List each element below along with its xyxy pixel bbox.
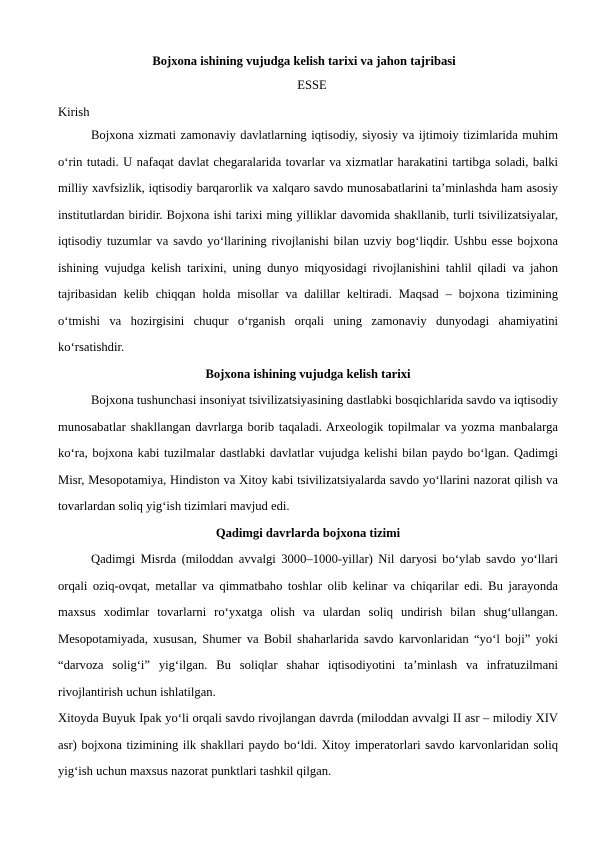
section2-paragraph-2: Xitoyda Buyuk Ipak yo‘li orqali savdo rivojlangan davrda (miloddan avvalgi II asr – milodiy XIV asr) bojxona tizimining ilk shakllari paydo bo‘ldi. Xitoy imperatorlari savdo karvonlaridan soliq yig‘ish uchun maxsus nazorat punktlari tashkil qilgan. (58, 711, 558, 778)
intro-paragraph: Bojxona xizmati zamonaviy davlatlarning iqtisodiy, siyosiy va ijtimoiy tizimlarida muhim o‘rin tutadi. U nafaqat davlat chegaralarida tovarlar va xizmatlar harakatini tartibga soladi, balki milliy xavfsizlik, iqtisodiy barqarorlik va xalqaro savdo munosabatlarini ta’minlashda ham asosiy institutlardan biridir. Bojxona ishi tarixi ming yilliklar davomida shakllanib, turli tsivilizatsiyalar, iqtisodiy tuzumlar va savdo yo‘llarining rivojlanishi bilan uzviy bog‘liqdir. Ushbu esse bojxona ishining vujudga kelish tarixini, uning dunyo miqyosidagi rivojlanishini tahlil qiladi va jahon tajribasidan kelib chiqqan holda misollar va dalillar keltiradi. Maqsad – bojxona tizimining o‘tmishi va hozirgisini chuqur o‘rganish orqali uning zamonaviy dunyodagi ahamiyatini ko‘rsatishdir. (58, 128, 558, 354)
document-subtitle: ESSE (297, 78, 327, 92)
section2-heading: Qadimgi davrlarda bojxona tizimi (215, 525, 401, 540)
section2-paragraph-1: Qadimgi Misrda (miloddan avvalgi 3000–1000-yillar) Nil daryosi bo‘ylab savdo yo‘llari orqali oziq-ovqat, metallar va qimmatbaho toshlar olib kelinar va chiqarilar edi. Bu jarayonda maxsus xodimlar tovarlarni ro‘yxatga olish va ulardan soliq undirish bilan shug‘ullangan. Mesopotamiyada, xususan, Shumer va Bobil shaharlarida savdo karvonlaridan “yo‘l boji” yoki “darvoza solig‘i” yig‘ilgan. Bu soliqlar shahar iqtisodiyotini ta’minlash va infratuzilmani rivojlantirish uchun ishlatilgan. (58, 552, 558, 699)
intro-label: Kirish (58, 105, 90, 119)
section1-heading: Bojxona ishining vujudga kelish tarixi (205, 366, 411, 381)
section1-paragraph: Bojxona tushunchasi insoniyat tsivilizatsiyasining dastlabki bosqichlarida savdo va iqtisodiy munosabatlar shakllangan davrlarga borib taqaladi. Arxeologik topilmalar va yozma manbalarga ko‘ra, bojxona kabi tuzilmalar dastlabki davlatlar vujudga kelishi bilan paydo bo‘lgan. Qadimgi Misr, Mesopotamiya, Hindiston va Xitoy kabi tsivilizatsiyalarda savdo yo‘llarini nazorat qilish va tovarlardan soliq yig‘ish tizimlari mavjud edi. (58, 393, 558, 513)
document-title: Bojxona ishining vujudga kelish tarixi va jahon tajribasi (152, 54, 456, 68)
